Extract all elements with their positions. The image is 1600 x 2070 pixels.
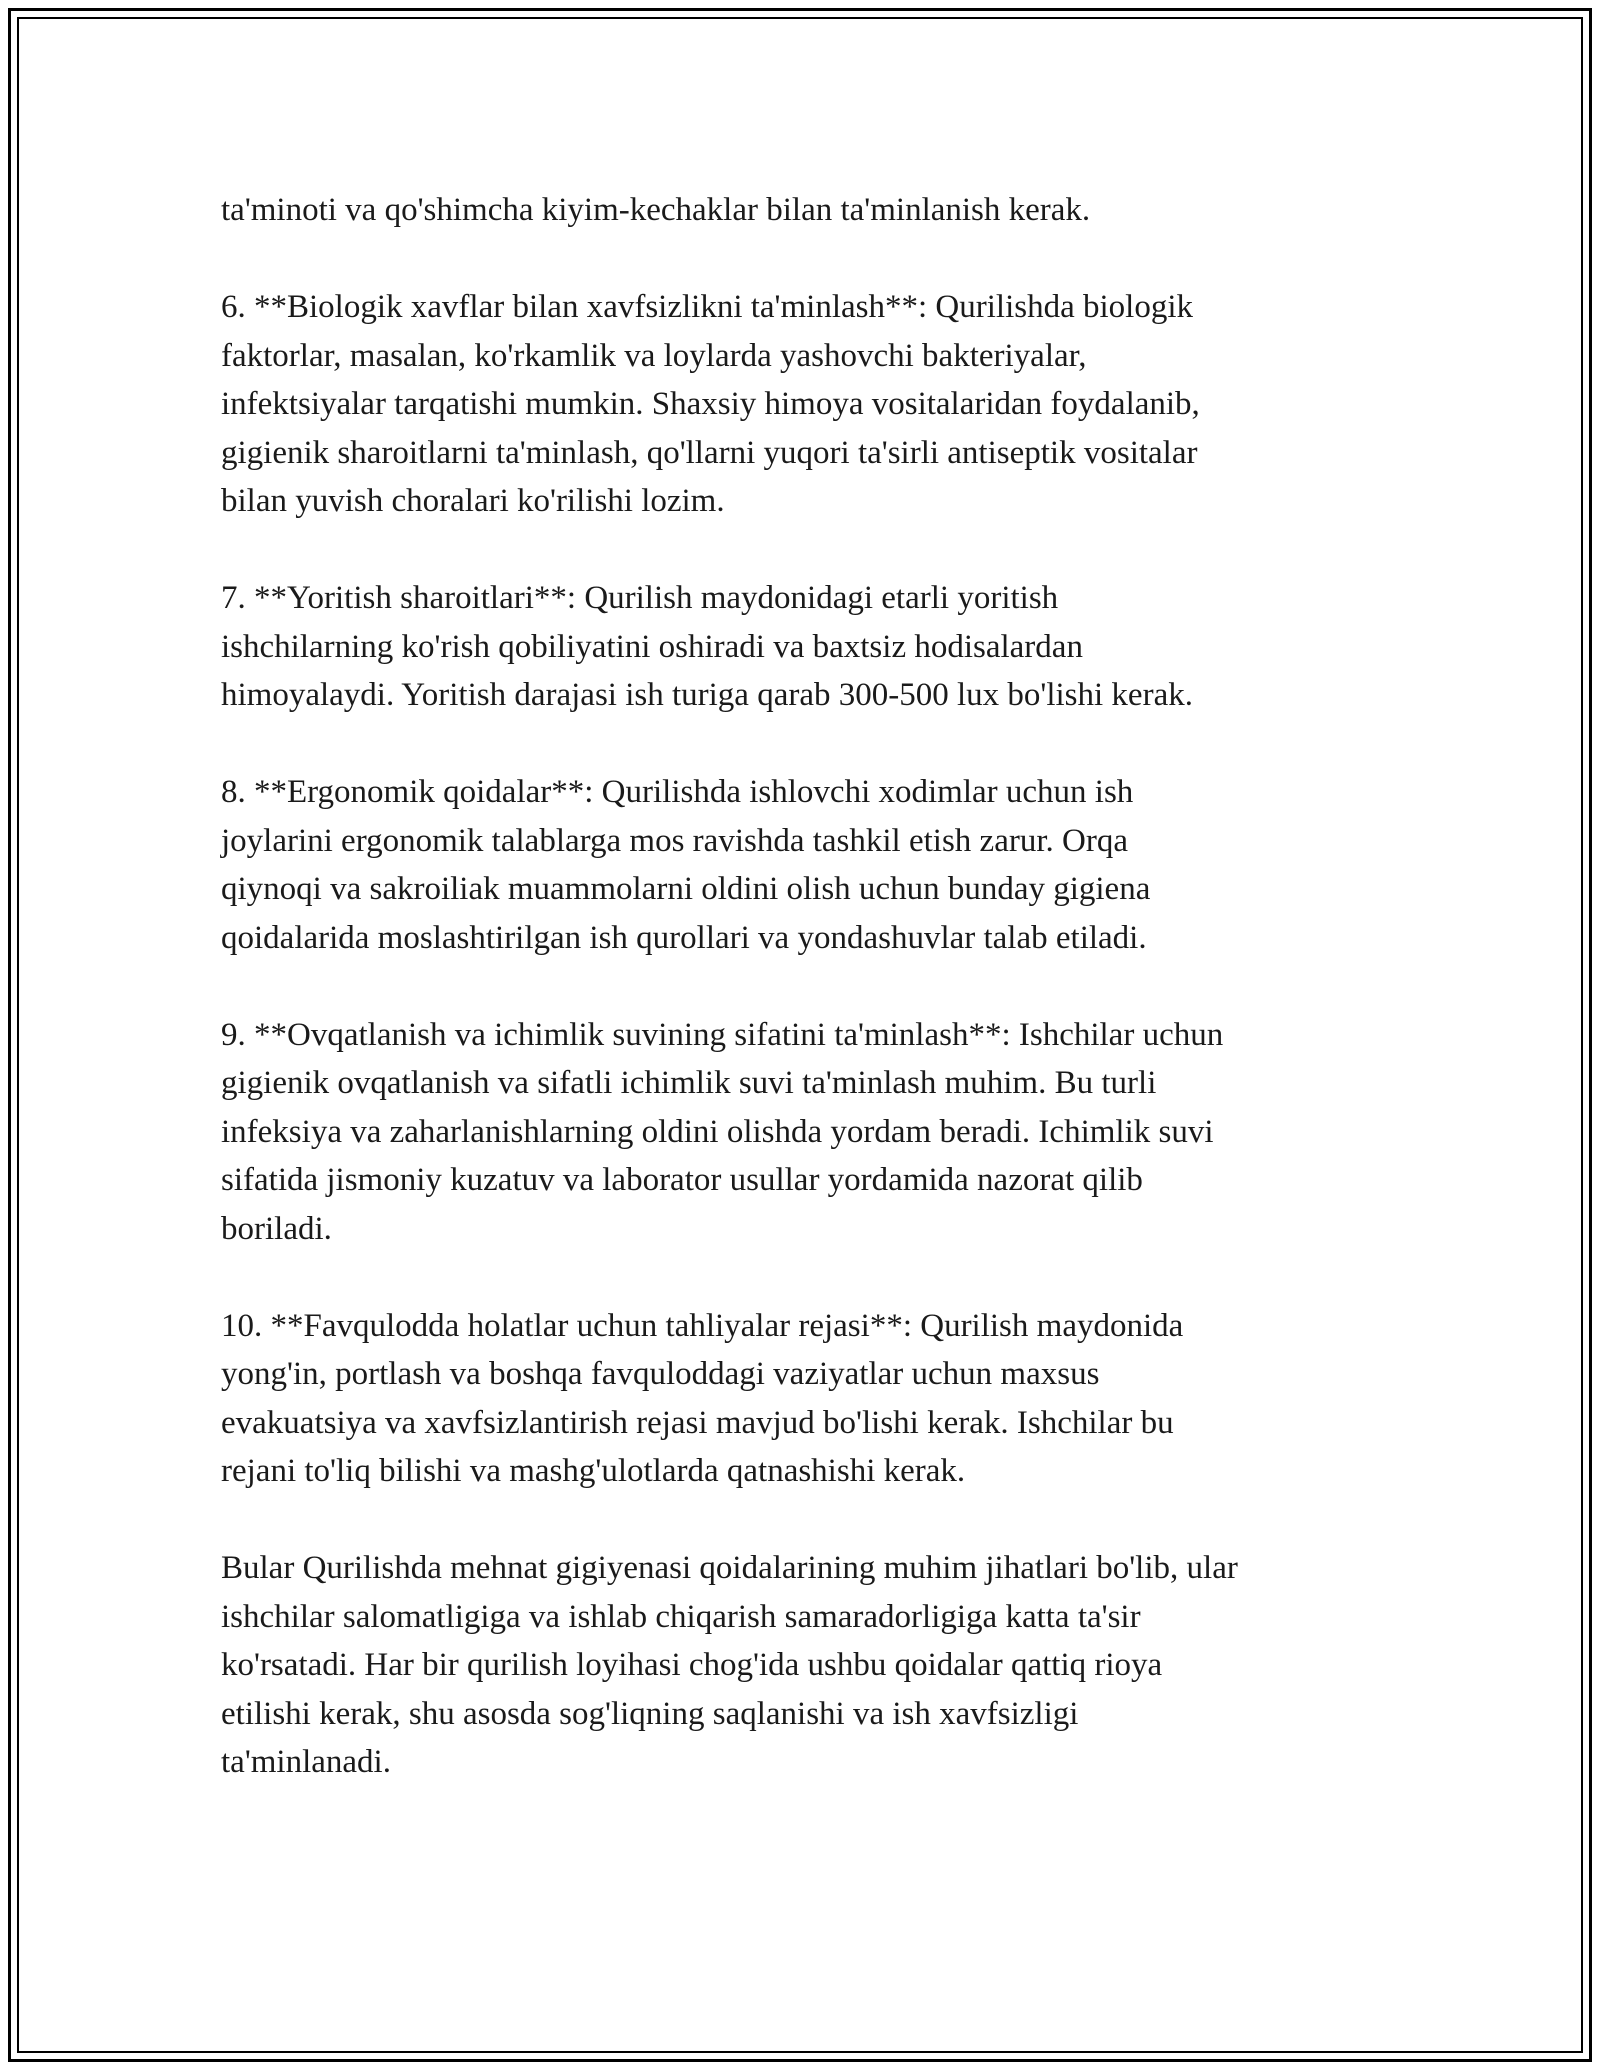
paragraph-continuation: ta'minoti va qo'shimcha kiyim-kechaklar bilan ta'minlanish kerak.	[221, 192, 1091, 228]
paragraph-item-7-lighting: 7. **Yoritish sharoitlari**: Qurilish maydonidagi etarli yoritish ishchilarning ko'rish qobiliyatini oshiradi va baxtsiz hodisalardan himoyalaydi. Yoritish darajasi ish turiga qarab 300-500 lux bo'lishi kerak.	[221, 580, 1193, 713]
document-body	[221, 186, 1381, 1787]
paragraph-conclusion: Bular Qurilishda mehnat gigiyenasi qoidalarining muhim jihatlari bo'lib, ular ishchilar salomatligiga va ishlab chiqarish samaradorligiga katta ta'sir ko'rsatadi. Har bir qurilish loyihasi chog'ida ushbu qoidalar qattiq rioya etilishi kerak, shu asosda sog'liqning saqlanishi va ish xavfsizligi ta'minlanadi.	[221, 1550, 1238, 1780]
paragraph-item-6-biological-hazards: 6. **Biologik xavflar bilan xavfsizlikni ta'minlash**: Qurilishda biologik faktorlar, masalan, ko'rkamlik va loylarda yashovchi bakteriyalar, infektsiyalar tarqatishi mumkin. Shaxsiy himoya vositalaridan foydalanib, gigienik sharoitlarni ta'minlash, qo'llarni yuqori ta'sirli antiseptik vositalar bilan yuvish choralari ko'rilishi lozim.	[221, 289, 1200, 519]
paragraph-item-10-emergency-plan: 10. **Favqulodda holatlar uchun tahliyalar rejasi**: Qurilish maydonida yong'in, portlash va boshqa favquloddagi vaziyatlar uchun maxsus evakuatsiya va xavfsizlantirish rejasi mavjud bo'lishi kerak. Ishchilar bu rejani to'liq bilishi va mashg'ulotlarda qatnashishi kerak.	[221, 1307, 1184, 1489]
paragraph-item-8-ergonomics: 8. **Ergonomik qoidalar**: Qurilishda ishlovchi xodimlar uchun ish joylarini ergonomik talablarga mos ravishda tashkil etish zarur. Orqa qiynoqi va sakroiliak muammolarni oldini olish uchun bunday gigiena qoidalarida moslashtirilgan ish qurollari va yondashuvlar talab etiladi.	[221, 774, 1151, 956]
paragraph-item-9-food-water: 9. **Ovqatlanish va ichimlik suvining sifatini ta'minlash**: Ishchilar uchun gigienik ovqatlanish va sifatli ichimlik suvi ta'minlash muhim. Bu turli infeksiya va zaharlanishlarning oldini olishda yordam beradi. Ichimlik suvi sifatida jismoniy kuzatuv va laborator usullar yordamida nazorat qilib boriladi.	[221, 1016, 1224, 1247]
